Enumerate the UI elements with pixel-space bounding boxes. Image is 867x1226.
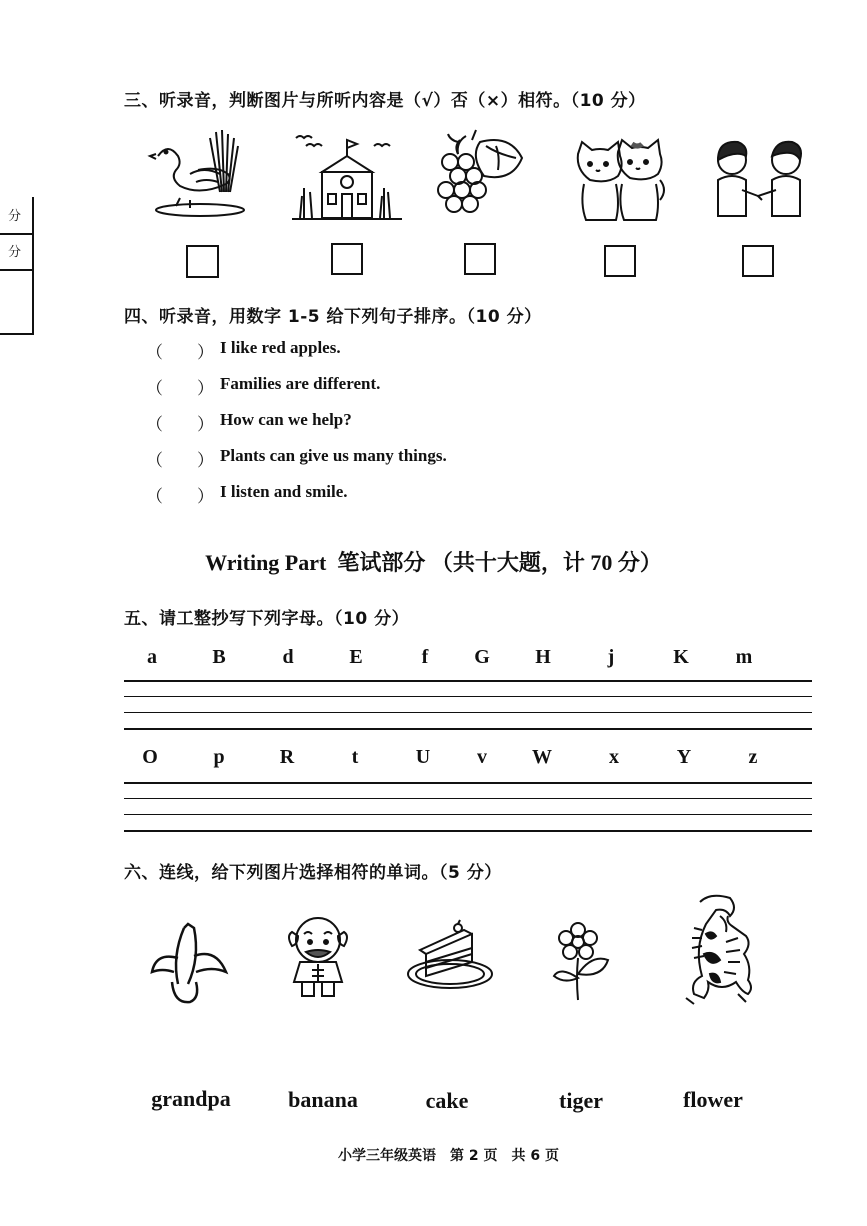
order-blank[interactable]: （ ） [146,415,214,435]
writing-line [124,830,812,832]
match-word[interactable]: tiger [559,1088,603,1113]
order-blank[interactable]: （ ） [146,487,214,507]
answer-box-3[interactable] [464,243,496,275]
match-word[interactable]: cake [425,1088,469,1113]
order-blank[interactable]: （ ） [146,379,214,399]
score-tab-label: 分 [8,209,22,224]
letter-glyph: d [282,646,294,668]
section4-title: 四、听录音，用数字 1-5 给下列句子排序。（10 分） [124,307,542,327]
writing-line [124,728,812,730]
answer-box-5[interactable] [742,245,774,277]
cats-icon [574,140,666,224]
letter-glyph: z [748,746,758,768]
letter-glyph: m [735,646,753,668]
left-score-tab [0,197,34,335]
writing-line [124,798,812,799]
grandpa-icon [282,912,354,1000]
letter-glyph: R [279,746,295,768]
match-word[interactable]: grandpa [151,1086,231,1111]
school-icon [292,132,402,222]
writing-line [124,680,812,682]
letter-glyph: v [477,746,487,768]
sentence-text: How can we help? [220,410,352,429]
letter-glyph: t [351,746,359,768]
section6-title: 六、连线，给下列图片选择相符的单词。（5 分） [124,863,502,883]
writing-line [124,782,812,784]
letter-glyph: W [532,746,552,768]
duck-icon [150,128,250,220]
letters-row-2 [0,746,867,774]
letter-glyph: B [212,646,226,668]
handshake-icon [712,140,808,222]
letter-glyph: f [421,646,429,668]
letter-glyph: H [535,646,551,668]
flower-icon [548,922,616,1002]
order-blank[interactable]: （ ） [146,343,214,363]
sentence-text: Families are different. [220,374,381,393]
letter-glyph: a [147,646,157,668]
writing-part-title: Writing Part 笔试部分 （共十大题，计 70 分） [205,550,662,575]
banana-icon [150,922,230,1006]
writing-line [124,712,812,713]
answer-box-1[interactable] [186,245,219,278]
page-footer: 小学三年级英语 第 2 页 共 6 页 [338,1148,559,1164]
letter-glyph: Y [676,746,692,768]
match-word[interactable]: flower [683,1087,743,1112]
sentence-text: I like red apples. [220,338,341,357]
section3-title: 三、听录音，判断图片与所听内容是（√）否（×）相符。（10 分） [124,91,646,111]
cake-icon [406,920,494,992]
letter-glyph: G [474,646,490,668]
letters-row-1 [0,646,867,674]
score-tab-label: 分 [8,245,22,260]
writing-line [124,814,812,815]
letter-glyph: x [609,746,619,768]
section5-title: 五、请工整抄写下列字母。（10 分） [124,609,410,629]
sentence-text: I listen and smile. [220,482,348,501]
sentence-text: Plants can give us many things. [220,446,447,465]
letter-glyph: E [349,646,363,668]
letter-glyph: K [673,646,689,668]
letter-glyph: j [607,646,615,668]
letter-glyph: O [142,746,158,768]
answer-box-2[interactable] [331,243,363,275]
answer-box-4[interactable] [604,245,636,277]
tiger-icon [680,894,752,1008]
order-blank[interactable]: （ ） [146,451,214,471]
match-word[interactable]: banana [288,1087,358,1112]
grapes-icon [436,128,528,220]
letter-glyph: U [415,746,431,768]
letter-glyph: p [213,746,225,768]
writing-line [124,696,812,697]
